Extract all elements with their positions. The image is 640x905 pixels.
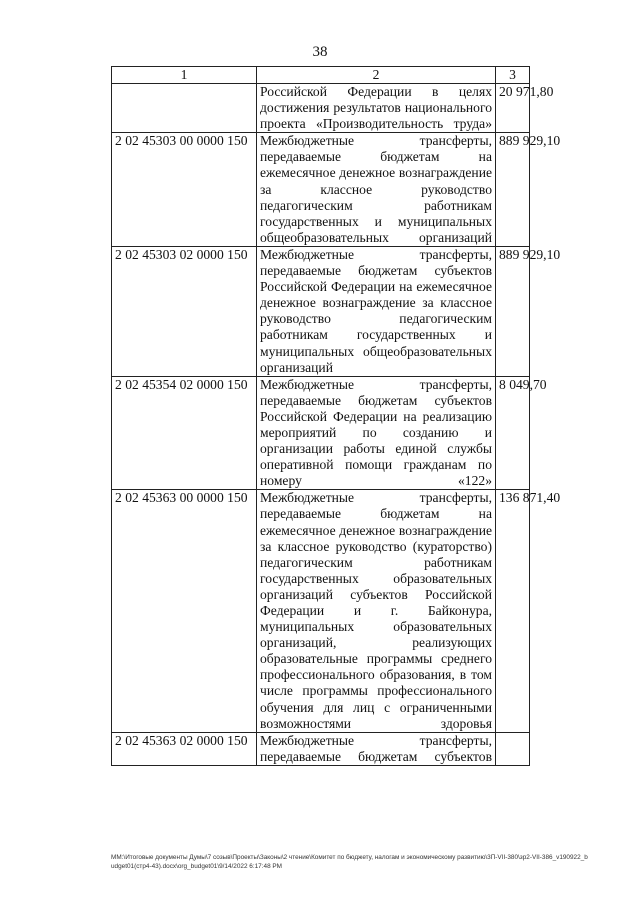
row-description	[257, 84, 496, 133]
row-amount: 889 929,10	[496, 133, 530, 247]
row-description-text: Российской Федерации в целях достижения результатов национального проекта «Производительность труда»	[260, 84, 492, 132]
document-path-footer: ММ:\Итоговые документы Думы\7 созыв\Проекты\Законы\2 чтение\Комитет по бюджету, налогам и экономическому развитию\3П-VII-380\зр2-VII-386_v190922_budget01(стр4-43).docx\org_budget01\9/14/2022 6:17:48 PM	[111, 854, 588, 870]
table-header-row	[112, 67, 530, 84]
row-description-text: Межбюджетные трансферты, передаваемые бюджетам субъектов	[260, 732, 492, 764]
row-amount: 20 971,80	[496, 84, 530, 133]
table-row	[112, 246, 530, 376]
column-header-2: 2	[257, 67, 496, 84]
table-row	[112, 732, 530, 765]
row-description-text: Межбюджетные трансферты, передаваемые бюджетам на ежемесячное денежное вознаграждение за классное руководство педагогическим работникам государственных и муниципальных общеобразовательных организаций	[260, 133, 492, 245]
page-number: 38	[312, 44, 328, 60]
row-code: 2 02 45363 00 0000 150	[112, 490, 257, 732]
row-description	[257, 246, 496, 376]
row-amount: 889 929,10	[496, 246, 530, 376]
row-code	[112, 84, 257, 133]
column-header-1: 1	[112, 67, 257, 84]
table-row	[112, 84, 530, 133]
row-code: 2 02 45354 02 0000 150	[112, 376, 257, 490]
row-description-text: Межбюджетные трансферты, передаваемые бюджетам на ежемесячное денежное вознаграждение за классное руководство (кураторство) педагогическим работникам государственных образовательных организаций субъектов Российской Федерации и г. Байконура, муниципальных образовательных организаций, реализующих образовательные программы среднего профессионального образования, в том числе программы профессионального обучения для лиц с ограниченными возможностями здоровья	[260, 490, 492, 731]
row-code: 2 02 45303 02 0000 150	[112, 246, 257, 376]
table-row	[112, 133, 530, 247]
table-row	[112, 376, 530, 490]
row-description	[257, 490, 496, 732]
table-row	[112, 490, 530, 732]
row-description	[257, 376, 496, 490]
row-amount: 8 049,70	[496, 376, 530, 490]
budget-table	[111, 66, 561, 766]
column-header-3: 3	[496, 67, 530, 84]
row-code: 2 02 45363 02 0000 150	[112, 732, 257, 765]
row-description	[257, 133, 496, 247]
row-code: 2 02 45303 00 0000 150	[112, 133, 257, 247]
row-amount	[496, 732, 530, 765]
row-description-text: Межбюджетные трансферты, передаваемые бюджетам субъектов Российской Федерации на реализацию мероприятий по созданию и организации работы единой службы оперативной помощи гражданам по номеру «122»	[260, 376, 492, 489]
row-amount: 136 871,40	[496, 490, 530, 732]
row-description	[257, 732, 496, 765]
row-description-text: Межбюджетные трансферты, передаваемые бюджетам субъектов Российской Федерации на ежемесячное денежное вознаграждение за классное руководство педагогическим работникам государственных и муниципальных общеобразовательных организаций	[260, 246, 492, 375]
